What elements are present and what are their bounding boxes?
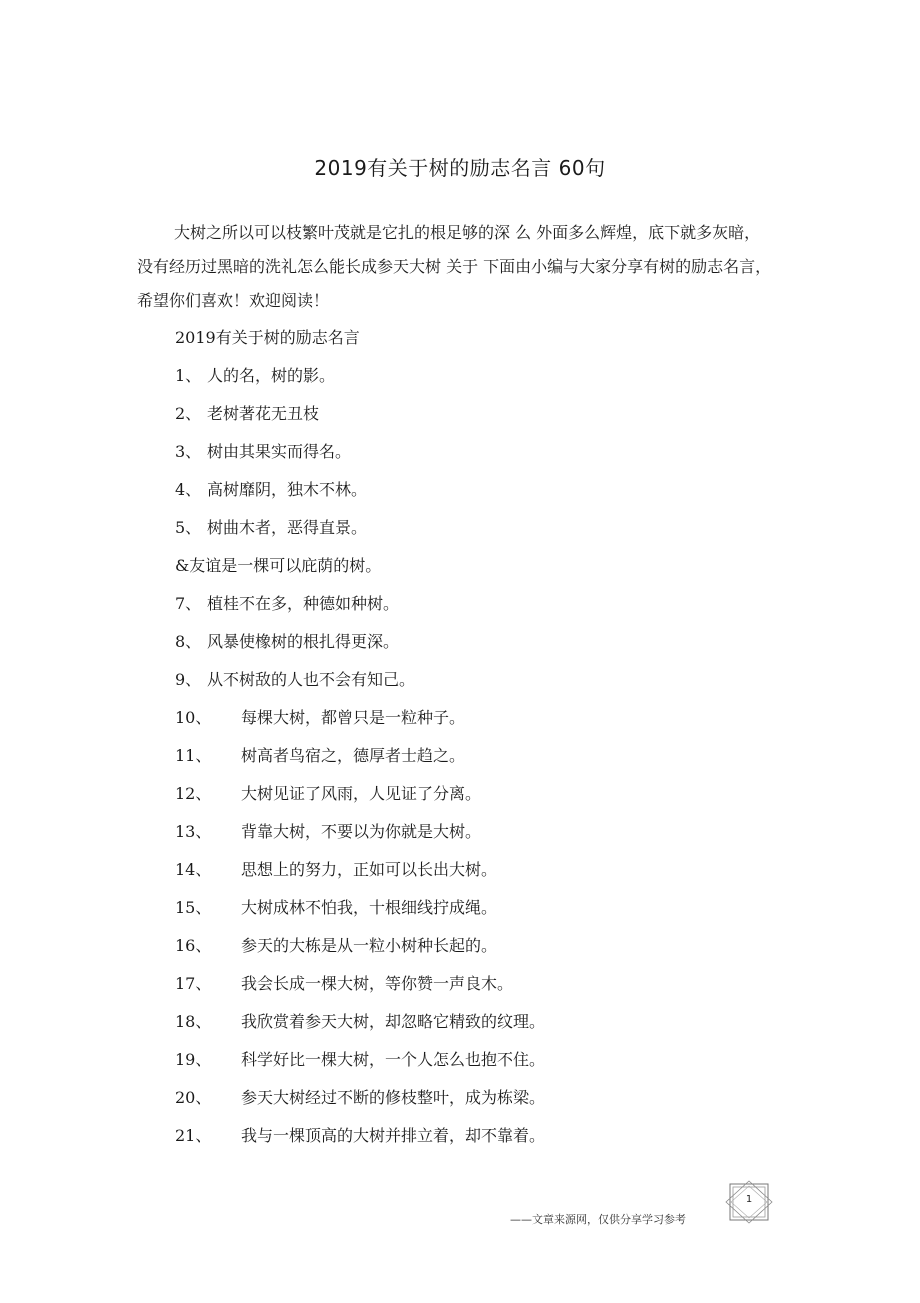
item-text: 高树靡阴，独木不林。 (207, 480, 368, 499)
item-text: 每棵大树，都曾只是一粒种子。 (241, 708, 466, 727)
list-item (175, 1046, 545, 1074)
item-text: 植桂不在多，种德如种树。 (207, 594, 400, 613)
item-text: 参天的大栋是从一粒小树种长起的。 (241, 936, 498, 955)
item-text: 背靠大树，不要以为你就是大树。 (241, 822, 482, 841)
list-item (175, 780, 481, 808)
item-text: 树高者鸟宿之，德厚者士趋之。 (241, 746, 466, 765)
item-number: 8、 (175, 632, 202, 651)
list-item (175, 1008, 545, 1036)
list-item (175, 932, 497, 960)
item-number: 2、 (175, 404, 202, 423)
list-item (175, 552, 381, 580)
item-number: 17、 (175, 974, 212, 993)
intro-paragraph: 大树之所以可以枝繁叶茂就是它扎的根足够的深 么 外面多么辉煌，底下就多灰暗，没有经历过黑暗的洗礼怎么能长成参天大树 关于 下面由小编与大家分享有树的励志名言，希望你们喜欢！欢迎阅读！ (137, 223, 772, 310)
item-number: 15、 (175, 898, 212, 917)
item-text: 树由其果实而得名。 (207, 442, 352, 461)
section-subheading: 2019有关于树的励志名言 (175, 328, 360, 347)
item-number: 14、 (175, 860, 212, 879)
item-number: 5、 (175, 518, 202, 537)
document-title: 2019有关于树的励志名言 60句 (314, 156, 606, 180)
item-text: 参天大树经过不断的修枝整叶，成为栋梁。 (241, 1088, 546, 1107)
list-item (175, 970, 513, 998)
item-number: 16、 (175, 936, 212, 955)
item-number: 18、 (175, 1012, 212, 1031)
page-number: 1 (745, 1194, 753, 1205)
item-text: 思想上的努力，正如可以长出大树。 (241, 860, 498, 879)
list-item (175, 438, 351, 466)
list-item (175, 1084, 545, 1112)
item-number: 21、 (175, 1126, 212, 1145)
item-number: 1、 (175, 366, 202, 385)
list-item (175, 704, 465, 732)
item-number: 12、 (175, 784, 212, 803)
item-number: & (175, 556, 190, 575)
item-text: 科学好比一棵大树，一个人怎么也抱不住。 (241, 1050, 546, 1069)
list-item (175, 742, 465, 770)
item-number: 13、 (175, 822, 212, 841)
item-number: 19、 (175, 1050, 212, 1069)
item-text: 我欣赏着参天大树，却忽略它精致的纹理。 (241, 1012, 546, 1031)
list-item (175, 894, 497, 922)
list-item (175, 362, 335, 390)
item-text: 我与一棵顶高的大树并排立着，却不靠着。 (241, 1126, 546, 1145)
item-number: 10、 (175, 708, 212, 727)
list-item (175, 856, 497, 884)
item-number: 11、 (175, 746, 212, 765)
item-number: 20、 (175, 1088, 212, 1107)
item-text: 人的名，树的影。 (207, 366, 336, 385)
item-text: 我会长成一棵大树，等你赞一声良木。 (241, 974, 514, 993)
list-item (175, 628, 399, 656)
item-number: 7、 (175, 594, 202, 613)
item-text: 老树著花无丑枝 (207, 404, 320, 423)
list-item (175, 400, 319, 428)
list-item (175, 590, 399, 618)
item-text: 从不树敌的人也不会有知己。 (207, 670, 416, 689)
item-number: 4、 (175, 480, 202, 499)
item-text: 大树见证了风雨，人见证了分离。 (241, 784, 482, 803)
item-text: 风暴使橡树的根扎得更深。 (207, 632, 400, 651)
footer-note: ——文章来源网，仅供分享学习参考 (510, 1213, 686, 1226)
item-text: 树曲木者，恶得直景。 (207, 518, 368, 537)
list-item (175, 514, 367, 542)
item-text: 友谊是一棵可以庇荫的树。 (189, 556, 382, 575)
item-number: 3、 (175, 442, 202, 461)
item-text: 大树成林不怕我，十根细线拧成绳。 (241, 898, 498, 917)
list-item (175, 666, 415, 694)
page-number-badge (724, 1180, 774, 1224)
list-item (175, 476, 367, 504)
item-number: 9、 (175, 670, 202, 689)
list-item (175, 1122, 545, 1150)
list-item (175, 818, 481, 846)
